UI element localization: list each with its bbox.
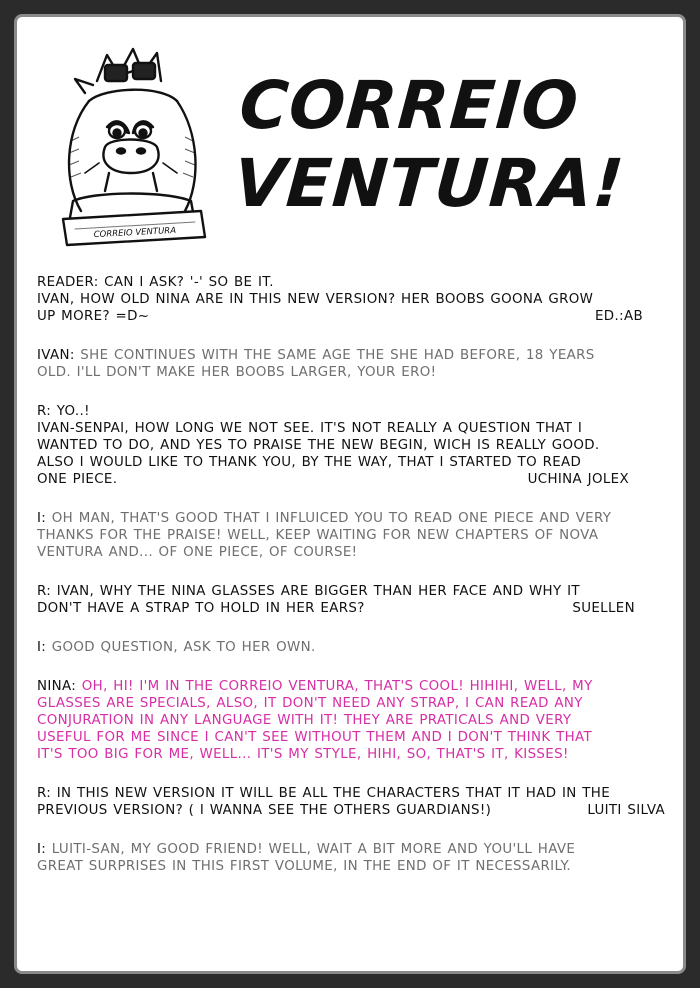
letter-signature: ED.:AB [595, 309, 643, 324]
text-line: READER: CAN I ASK? '-' SO BE IT. [37, 275, 274, 290]
text-line [37, 471, 665, 488]
text-fragment: PREVIOUS VERSION? ( I WANNA SEE THE OTHERS GUARDIANS!) [37, 803, 492, 818]
title-line-1: CORREIO [237, 67, 582, 144]
letter-answer [37, 510, 665, 561]
speaker-label: IVAN: [37, 348, 75, 363]
text-line [37, 600, 665, 617]
letter-answer [37, 639, 665, 656]
text-fragment: OH MAN, THAT'S GOOD THAT I INFLUICED YOU TO READ ONE PIECE AND VERY [46, 511, 612, 526]
text-fragment: ONE PIECE. [37, 472, 118, 487]
mascot-illustration [45, 41, 217, 247]
letter-signature: SUELLEN [572, 601, 635, 616]
page-frame [14, 14, 686, 974]
text-line: THANKS FOR THE PRAISE! WELL, KEEP WAITING FOR NEW CHAPTERS OF NOVA [37, 528, 599, 543]
text-fragment: DON'T HAVE A STRAP TO HOLD IN HER EARS? [37, 601, 365, 616]
text-line: GLASSES ARE SPECIALS, ALSO, IT DON'T NEED ANY STRAP, I CAN READ ANY [37, 696, 583, 711]
text-line: USEFUL FOR ME SINCE I CAN'T SEE WITHOUT THEM AND I DON'T THINK THAT [37, 730, 593, 745]
text-line [37, 639, 665, 656]
text-line: R: IVAN, WHY THE NINA GLASSES ARE BIGGER THAN HER FACE AND WHY IT [37, 584, 580, 599]
text-line [37, 841, 665, 858]
text-line: CONJURATION IN ANY LANGUAGE WITH IT! THEY ARE PRATICALS AND VERY [37, 713, 572, 728]
letter-answer [37, 347, 665, 381]
letter-question [37, 403, 665, 488]
text-fragment: GOOD QUESTION, ASK TO HER OWN. [46, 640, 316, 655]
letter-question [37, 785, 665, 819]
title-line-2: VENTURA! [231, 145, 628, 222]
text-line [37, 347, 665, 364]
text-fragment: SHE CONTINUES WITH THE SAME AGE THE SHE HAD BEFORE, 18 YEARS [74, 348, 595, 363]
text-line: IVAN-SENPAI, HOW LONG WE NOT SEE. IT'S NOT REALLY A QUESTION THAT I [37, 421, 583, 436]
text-line [37, 510, 665, 527]
letter-question [37, 274, 665, 325]
text-line: IT'S TOO BIG FOR ME, WELL... IT'S MY STYLE, HIHI, SO, THAT'S IT, KISSES! [37, 747, 569, 762]
text-fragment: UP MORE? =D~ [37, 309, 150, 324]
text-line: ALSO I WOULD LIKE TO THANK YOU, BY THE WAY, THAT I STARTED TO READ [37, 455, 582, 470]
text-line [37, 802, 665, 819]
text-fragment: LUITI-SAN, MY GOOD FRIEND! WELL, WAIT A BIT MORE AND YOU'LL HAVE [46, 842, 576, 857]
speaker-label: I: [37, 511, 47, 526]
letter-signature: UCHINA JOLEX [527, 472, 629, 487]
nina-answer [37, 678, 665, 763]
speaker-label: I: [37, 640, 47, 655]
letter-answer [37, 841, 665, 875]
text-line [37, 678, 665, 695]
letter-question [37, 583, 665, 617]
text-line: VENTURA AND... OF ONE PIECE, OF COURSE! [37, 545, 358, 560]
text-fragment: OH, HI! I'M IN THE CORREIO VENTURA, THAT'S COOL! HIHIHI, WELL, MY [76, 679, 593, 694]
text-line: OLD. I'LL DON'T MAKE HER BOOBS LARGER, YOUR ERO! [37, 365, 437, 380]
text-line: WANTED TO DO, AND YES TO PRAISE THE NEW BEGIN, WICH IS REALLY GOOD. [37, 438, 600, 453]
text-line: GREAT SURPRISES IN THIS FIRST VOLUME, IN THE END OF IT NECESSARILY. [37, 859, 571, 874]
speaker-label: I: [37, 842, 47, 857]
text-line: R: YO..! [37, 404, 90, 419]
text-line: R: IN THIS NEW VERSION IT WILL BE ALL THE CHARACTERS THAT IT HAD IN THE [37, 786, 611, 801]
text-line: IVAN, HOW OLD NINA ARE IN THIS NEW VERSION? HER BOOBS GOONA GROW [37, 292, 594, 307]
speaker-label: NINA: [37, 679, 77, 694]
mascot-sign-text: CORREIO VENTURA [93, 225, 177, 241]
page-title [232, 67, 683, 223]
letter-signature: LUITI SILVA [587, 803, 665, 818]
text-line [37, 308, 665, 325]
letters-section [37, 274, 665, 897]
